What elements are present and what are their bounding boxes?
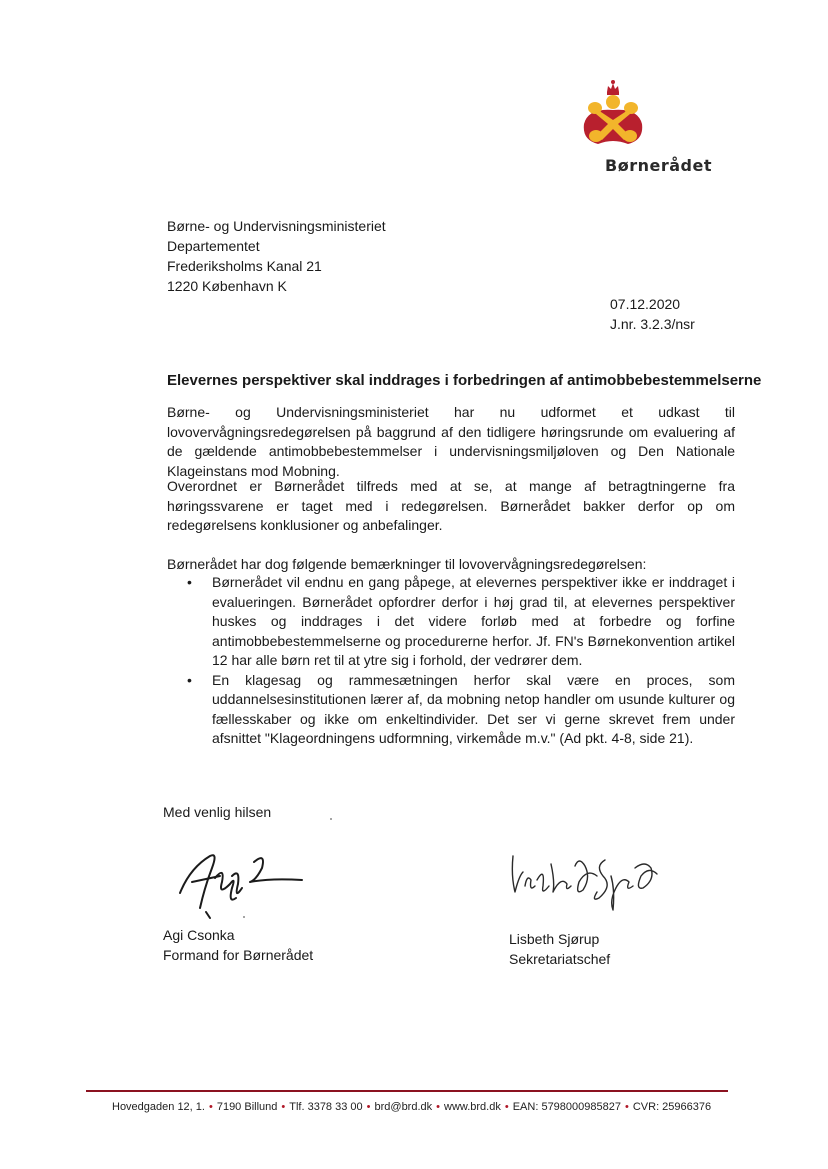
- letter-date: 07.12.2020: [610, 296, 681, 312]
- signatory-block: [163, 925, 313, 965]
- letter-heading: Elevernes perspektiver skal inddrages i forbedringen af antimobbebestemmelserne: [167, 372, 762, 389]
- paragraph: Børne- og Undervisningsministeriet har nu udformet et udkast til lovovervågningsredegørelsen på baggrund af den tidligere høringsrunde om evaluering af de gældende antimobbebestemmelser i undervisningsmiljøloven og Den Nationale Klageinstans mod Mobning.: [167, 404, 735, 479]
- paragraph: Børnerådet har dog følgende bemærkninger til lovovervågningsredegørelsen:: [167, 556, 647, 572]
- recipient-line: Frederiksholms Kanal 21: [167, 258, 322, 274]
- letter-meta: [610, 294, 695, 334]
- signatory-name: Lisbeth Sjørup: [509, 931, 600, 947]
- footer-separator: •: [504, 1101, 509, 1113]
- list-item-text: En klagesag og rammesætningen herfor skal være en proces, som uddannelsesinstitutionen lærer af, da mobning netop handler om usunde kulturer og fællesskaber og ikke om enkeltindivider. Det ser vi gerne skrevet frem under afsnittet "Klageordningens udformning, virkemåde m.v." (Ad pkt. 4-8, side 21).: [212, 671, 735, 746]
- signature-lisbeth-sjorup: [505, 846, 665, 916]
- list-item-text: Børnerådet vil endnu en gang påpege, at elevernes perspektiver ikke er inddraget i evalueringen. Børnerådet opfordrer derfor i høj grad til, at elevernes perspektiver huskes og inddrages i det videre forløb med at forbedre og forfine antimobbebestemmelserne og procedurerne herfor. Jf. FN's Børnekonvention artikel 12 har alle børn ret til at ytre sig i forhold, der vedrører dem.: [212, 574, 735, 668]
- footer-address: Hovedgaden 12, 1.: [112, 1101, 205, 1113]
- footer-cvr: CVR: 25966376: [632, 1101, 712, 1113]
- borneraadet-crown-logo-icon: [578, 78, 648, 150]
- signatory-title: Sekretariatschef: [509, 951, 611, 967]
- scan-speck: [330, 818, 332, 820]
- bullet-icon: •: [187, 671, 192, 688]
- recipient-address: [167, 216, 386, 296]
- signatory-name: Agi Csonka: [163, 927, 235, 943]
- footer-postal: 7190 Billund: [216, 1101, 278, 1113]
- signatory-title: Formand for Børnerådet: [163, 947, 314, 963]
- footer-separator: •: [281, 1101, 286, 1113]
- recipient-line: Børne- og Undervisningsministeriet: [167, 218, 386, 234]
- scan-speck: [243, 916, 245, 918]
- footer-separator: •: [436, 1101, 440, 1113]
- footer-phone: Tlf. 3378 33 00: [289, 1101, 363, 1113]
- footer-web: www.brd.dk: [444, 1101, 501, 1113]
- bullet-icon: •: [187, 574, 192, 590]
- paragraph: Overordnet er Børnerådet tilfreds med at se, at mange af betragtningerne fra høringssvarene er taget med i redegørelsen. Børnerådet bakker derfor op om redegørelsens konklusioner og anbefalinger.: [167, 478, 735, 533]
- recipient-line: 1220 København K: [167, 278, 287, 294]
- signature-agi-csonka: [170, 838, 310, 920]
- remarks-list: [167, 573, 735, 749]
- list-item: [167, 671, 735, 749]
- closing-greeting: Med venlig hilsen: [163, 804, 272, 820]
- footer-contact: [112, 1101, 711, 1113]
- footer-divider: [86, 1090, 728, 1092]
- footer-separator: •: [366, 1101, 371, 1113]
- org-brand-name: Børnerådet: [605, 156, 712, 175]
- footer-ean: EAN: 5798000985827: [512, 1101, 621, 1113]
- recipient-line: Departementet: [167, 238, 260, 254]
- list-item: [167, 573, 735, 671]
- signatory-block: [509, 929, 610, 969]
- journal-number: J.nr. 3.2.3/nsr: [610, 316, 695, 332]
- footer-separator: •: [208, 1101, 213, 1113]
- footer-email: brd@brd.dk: [374, 1101, 433, 1113]
- footer-separator: •: [624, 1101, 629, 1113]
